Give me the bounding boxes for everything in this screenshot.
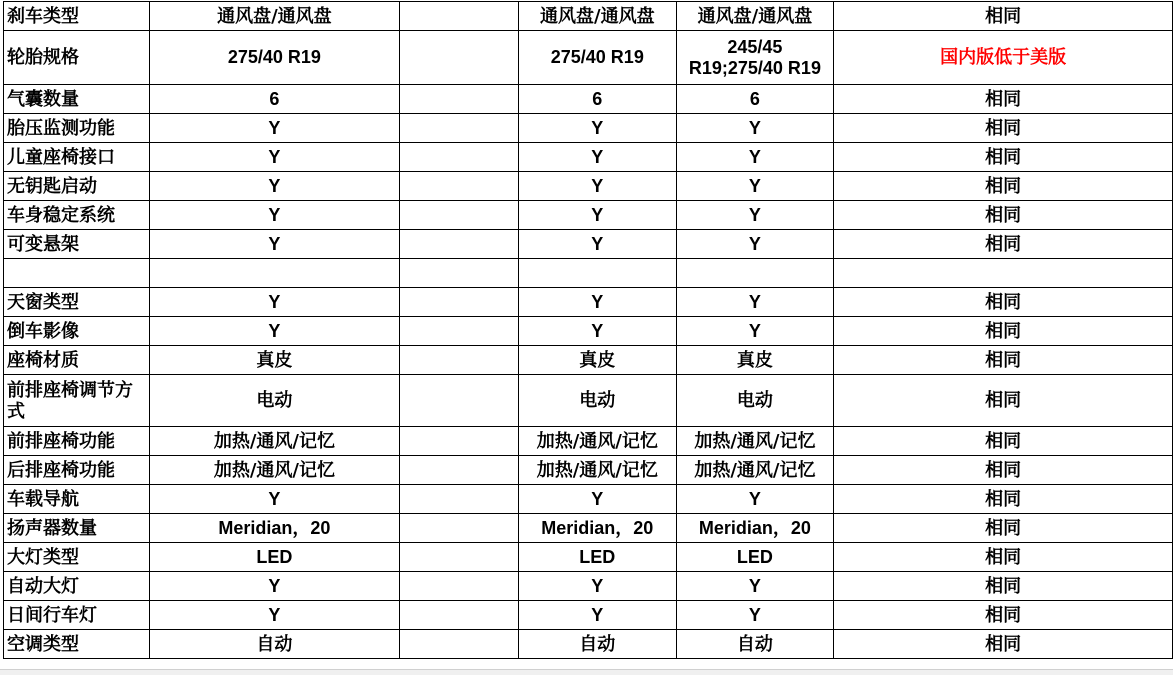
cell-comparison: 相同 [834, 288, 1173, 317]
row-label: 车载导航 [4, 485, 150, 514]
cell-comparison: 相同 [834, 485, 1173, 514]
cell-comparison: 相同 [834, 601, 1173, 630]
row-label [4, 259, 150, 288]
cell-comparison: 相同 [834, 143, 1173, 172]
cell-empty [399, 630, 518, 659]
cell-value: 加热/通风/记忆 [519, 427, 677, 456]
cell-empty [399, 31, 518, 85]
cell-comparison: 相同 [834, 630, 1173, 659]
table-row [4, 572, 1173, 601]
row-label: 前排座椅调节方式 [4, 375, 150, 427]
cell-value: Y [519, 317, 677, 346]
table-row [4, 114, 1173, 143]
table-row [4, 288, 1173, 317]
cell-empty [519, 259, 677, 288]
cell-value: Y [150, 601, 399, 630]
cell-value: Y [150, 143, 399, 172]
table-row [4, 456, 1173, 485]
cell-empty [834, 259, 1173, 288]
cell-value: Y [676, 143, 834, 172]
cell-value: 6 [519, 85, 677, 114]
table-row [4, 31, 1173, 85]
cell-empty [399, 601, 518, 630]
cell-value: 加热/通风/记忆 [150, 456, 399, 485]
table-row [4, 85, 1173, 114]
cell-value: Y [676, 317, 834, 346]
cell-comparison: 相同 [834, 114, 1173, 143]
cell-value: 加热/通风/记忆 [519, 456, 677, 485]
cell-value: 电动 [150, 375, 399, 427]
cell-value: Y [676, 485, 834, 514]
table-row [4, 172, 1173, 201]
cell-value: Y [676, 230, 834, 259]
cell-value: 加热/通风/记忆 [676, 427, 834, 456]
row-label: 无钥匙启动 [4, 172, 150, 201]
cell-value: Y [150, 201, 399, 230]
table-row [4, 485, 1173, 514]
cell-value: 275/40 R19 [519, 31, 677, 85]
cell-value: 加热/通风/记忆 [150, 427, 399, 456]
cell-value: LED [676, 543, 834, 572]
cell-value: Y [519, 485, 677, 514]
cell-comparison: 相同 [834, 456, 1173, 485]
cell-comparison: 相同 [834, 543, 1173, 572]
cell-value: Y [519, 230, 677, 259]
row-label: 座椅材质 [4, 346, 150, 375]
cell-value: Y [150, 572, 399, 601]
table-row [4, 601, 1173, 630]
cell-value: Y [519, 143, 677, 172]
row-label: 轮胎规格 [4, 31, 150, 85]
cell-value: 245/45 R19;275/40 R19 [676, 31, 834, 85]
cell-value: Meridian，20 [150, 514, 399, 543]
cell-value: 电动 [519, 375, 677, 427]
cell-value: Meridian，20 [519, 514, 677, 543]
cell-value: Y [676, 201, 834, 230]
cell-empty [399, 259, 518, 288]
cell-value: Y [150, 288, 399, 317]
cell-empty [399, 85, 518, 114]
cell-comparison: 相同 [834, 85, 1173, 114]
cell-value: Y [676, 601, 834, 630]
cell-empty [399, 230, 518, 259]
cell-value: 真皮 [519, 346, 677, 375]
cell-value: 通风盘/通风盘 [150, 2, 399, 31]
cell-comparison-highlight: 国内版低于美版 [834, 31, 1173, 85]
cell-comparison: 相同 [834, 201, 1173, 230]
window-bottom-edge [0, 669, 1173, 675]
row-label: 天窗类型 [4, 288, 150, 317]
cell-value: Y [519, 572, 677, 601]
cell-comparison: 相同 [834, 317, 1173, 346]
table-row [4, 375, 1173, 427]
cell-empty [399, 572, 518, 601]
cell-value: 真皮 [676, 346, 834, 375]
table-row [4, 427, 1173, 456]
table-row-empty [4, 259, 1173, 288]
cell-value: 自动 [676, 630, 834, 659]
cell-value: 加热/通风/记忆 [676, 456, 834, 485]
table-row [4, 230, 1173, 259]
row-label: 后排座椅功能 [4, 456, 150, 485]
cell-empty [399, 375, 518, 427]
cell-value: 自动 [150, 630, 399, 659]
row-label: 胎压监测功能 [4, 114, 150, 143]
cell-empty [676, 259, 834, 288]
cell-empty [399, 172, 518, 201]
cell-value: Meridian，20 [676, 514, 834, 543]
table-row [4, 346, 1173, 375]
cell-empty [399, 2, 518, 31]
cell-empty [399, 143, 518, 172]
cell-empty [399, 427, 518, 456]
cell-value: 6 [676, 85, 834, 114]
cell-value: 275/40 R19 [150, 31, 399, 85]
row-label: 日间行车灯 [4, 601, 150, 630]
cell-empty [399, 201, 518, 230]
table-row [4, 514, 1173, 543]
row-label: 刹车类型 [4, 2, 150, 31]
table-row [4, 2, 1173, 31]
cell-comparison: 相同 [834, 230, 1173, 259]
cell-value: Y [150, 114, 399, 143]
cell-value: Y [676, 288, 834, 317]
cell-value: Y [150, 172, 399, 201]
cell-comparison: 相同 [834, 514, 1173, 543]
cell-value: 电动 [676, 375, 834, 427]
row-label: 空调类型 [4, 630, 150, 659]
cell-empty [399, 485, 518, 514]
cell-value: 6 [150, 85, 399, 114]
cell-empty [399, 317, 518, 346]
cell-comparison: 相同 [834, 346, 1173, 375]
cell-empty [399, 288, 518, 317]
row-label: 气囊数量 [4, 85, 150, 114]
cell-value: 通风盘/通风盘 [519, 2, 677, 31]
cell-comparison: 相同 [834, 375, 1173, 427]
cell-empty [399, 543, 518, 572]
cell-value: Y [519, 601, 677, 630]
table-row [4, 201, 1173, 230]
table-row [4, 630, 1173, 659]
cell-value: 通风盘/通风盘 [676, 2, 834, 31]
row-label: 扬声器数量 [4, 514, 150, 543]
cell-empty [399, 346, 518, 375]
row-label: 自动大灯 [4, 572, 150, 601]
row-label: 倒车影像 [4, 317, 150, 346]
cell-value: Y [519, 114, 677, 143]
row-label: 大灯类型 [4, 543, 150, 572]
row-label: 儿童座椅接口 [4, 143, 150, 172]
cell-empty [399, 114, 518, 143]
cell-value: 自动 [519, 630, 677, 659]
cell-value: Y [676, 172, 834, 201]
spec-comparison-table [3, 1, 1173, 659]
cell-comparison: 相同 [834, 427, 1173, 456]
cell-value: LED [519, 543, 677, 572]
table-row [4, 143, 1173, 172]
cell-comparison: 相同 [834, 172, 1173, 201]
cell-value: Y [150, 317, 399, 346]
cell-value: 真皮 [150, 346, 399, 375]
cell-value: Y [676, 114, 834, 143]
cell-value: Y [519, 201, 677, 230]
cell-value: Y [519, 288, 677, 317]
cell-empty [399, 514, 518, 543]
cell-comparison: 相同 [834, 2, 1173, 31]
cell-empty [399, 456, 518, 485]
table-row [4, 317, 1173, 346]
cell-comparison: 相同 [834, 572, 1173, 601]
row-label: 车身稳定系统 [4, 201, 150, 230]
cell-value: Y [519, 172, 677, 201]
cell-value: Y [150, 485, 399, 514]
table-row [4, 543, 1173, 572]
row-label: 可变悬架 [4, 230, 150, 259]
cell-value: LED [150, 543, 399, 572]
row-label: 前排座椅功能 [4, 427, 150, 456]
cell-empty [150, 259, 399, 288]
cell-value: Y [676, 572, 834, 601]
cell-value: Y [150, 230, 399, 259]
